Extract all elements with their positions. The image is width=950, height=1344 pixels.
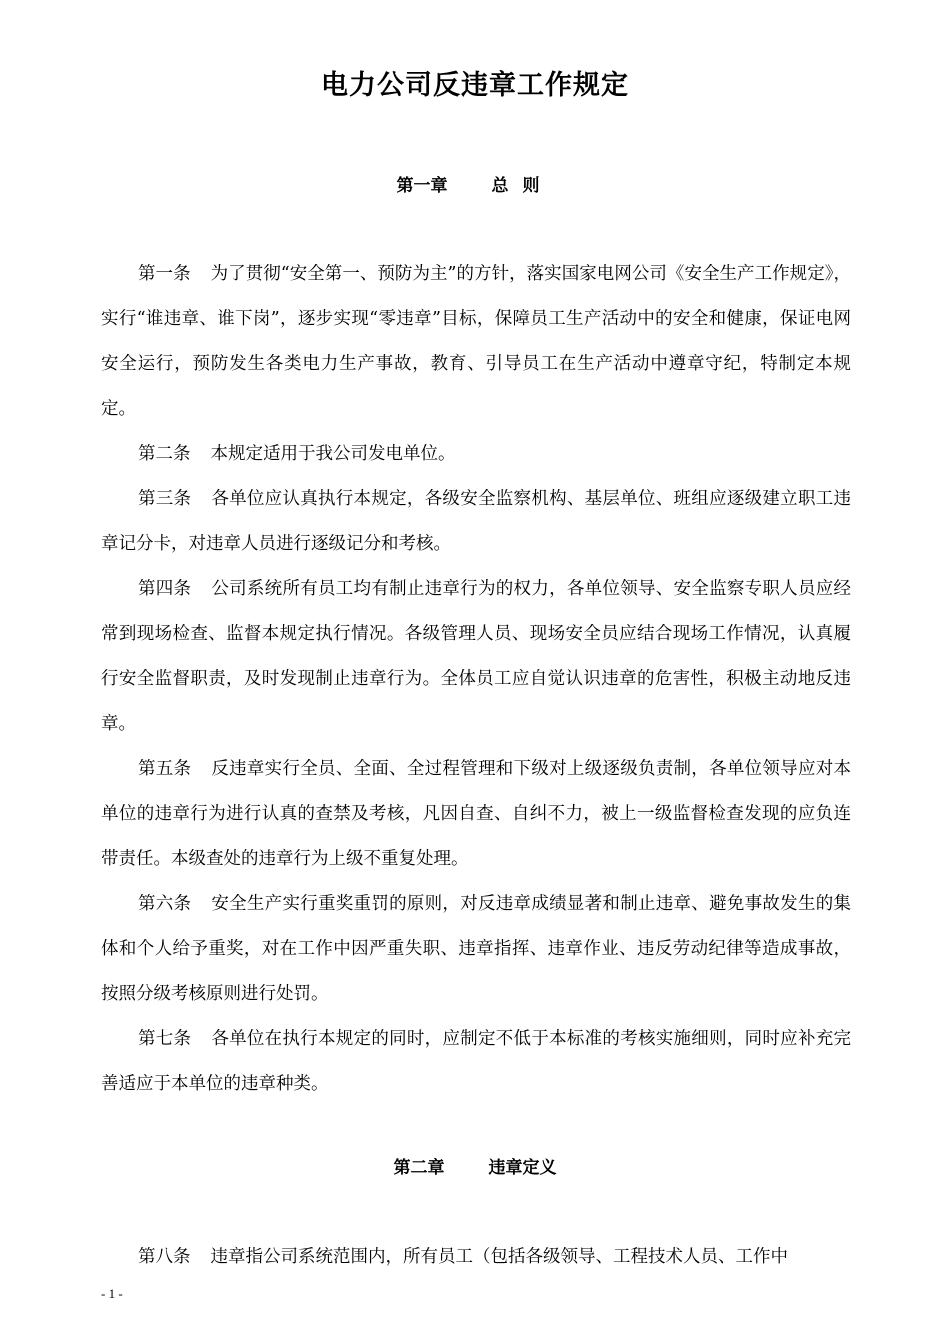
article-number: 第八条: [138, 1247, 191, 1267]
article-number: 第五条: [138, 759, 192, 779]
article-number: 第二条: [138, 444, 191, 464]
article-text: 本规定适用于我公司发电单位。: [210, 444, 456, 464]
chapter-number: 第二章: [393, 1158, 445, 1178]
article-3: [101, 477, 851, 567]
article-number: 第三条: [138, 489, 192, 509]
article-text: 公司系统所有员工均有制止违章行为的权力，各单位领导、安全监察专职人员应经常到现场检查、监督本规定执行情况。各级管理人员、现场安全员应结合现场工作情况，认真履行安全监督职责，及时发现制止违章行为。全体员工应自觉认识违章的危害性，积极主动地反违章。: [101, 579, 852, 734]
document-title: 电力公司反违章工作规定: [321, 70, 629, 101]
chapter-2-body: [101, 1235, 851, 1280]
article-text: 为了贯彻“安全第一、预防为主”的方针，落实国家电网公司《安全生产工作规定》，实行“谁违章、谁下岗”，逐步实现“零违章”目标，保障员工生产活动中的安全和健康，保证电网安全运行，预防发生各类电力生产事故，教育、引导员工在生产活动中遵章守纪，特制定本规定。: [101, 264, 852, 419]
article-text: 安全生产实行重奖重罚的原则，对反违章成绩显著和制止违章、避免事故发生的集体和个人给予重奖，对在工作中因严重失职、违章指挥、违章作业、违反劳动纪律等造成事故，按照分级考核原则进行处罚。: [101, 894, 852, 1004]
article-1: [101, 252, 851, 432]
article-number: 第七条: [138, 1029, 192, 1049]
article-2: [101, 432, 851, 477]
chapter-1-heading: [0, 174, 950, 198]
article-number: 第一条: [138, 264, 191, 284]
chapter-1-body: [101, 252, 851, 1107]
article-text: 各单位在执行本规定的同时，应制定不低于本标准的考核实施细则，同时应补充完善适应于本单位的违章种类。: [101, 1029, 852, 1094]
chapter-2-heading: [0, 1156, 950, 1180]
article-5: [101, 747, 851, 882]
article-6: [101, 882, 851, 1017]
article-number: 第六条: [138, 894, 192, 914]
chapter-name: 总则: [491, 176, 554, 196]
article-text: 反违章实行全员、全面、全过程管理和下级对上级逐级负责制，各单位领导应对本单位的违章行为进行认真的查禁及考核，凡因自查、自纠不力，被上一级监督检查发现的应负连带责任。本级查处的违章行为上级不重复处理。: [101, 759, 852, 869]
article-4: [101, 567, 851, 747]
article-8: [101, 1235, 851, 1280]
chapter-name: 违章定义: [488, 1158, 557, 1178]
chapter-number: 第一章: [396, 176, 448, 196]
article-number: 第四条: [138, 579, 192, 599]
page-number: - 1 -: [101, 1286, 123, 1301]
article-text: 违章指公司系统范围内，所有员工（包括各级领导、工程技术人员、工作中: [210, 1247, 788, 1267]
article-7: [101, 1017, 851, 1107]
article-text: 各单位应认真执行本规定，各级安全监察机构、基层单位、班组应逐级建立职工违章记分卡，对违章人员进行逐级记分和考核。: [101, 489, 852, 554]
